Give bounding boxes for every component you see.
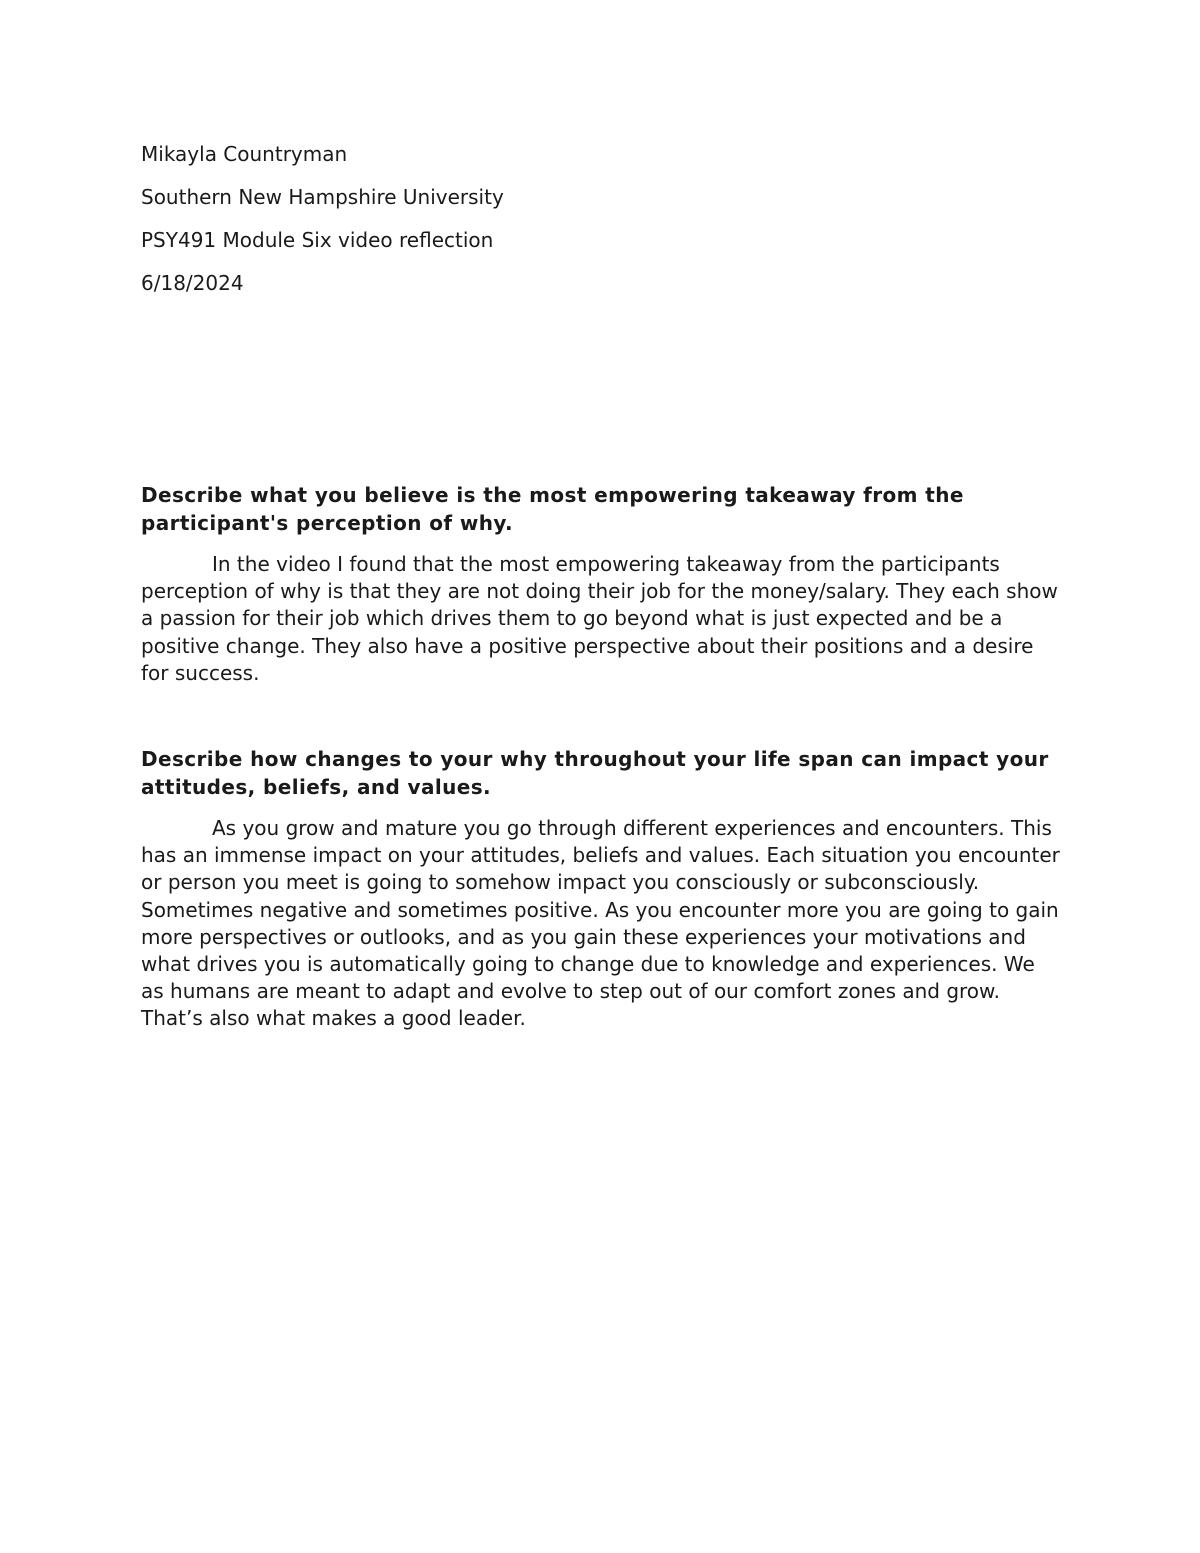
reflection-section-2 [141, 745, 1061, 1033]
question-heading: Describe what you believe is the most empowering takeaway from the participant's perception of why. [141, 483, 964, 535]
question-heading: Describe how changes to your why throughout your life span can impact your attitudes, beliefs, and values. [141, 747, 1049, 799]
institution-name: Southern New Hampshire University [141, 185, 504, 209]
course-title: PSY491 Module Six video reflection [141, 228, 494, 252]
answer-paragraph: As you grow and mature you go through different experiences and encounters. This has an immense impact on your attitudes, beliefs and values. Each situation you encounter or person you meet is going to somehow impact you consciously or subconsciously. Sometimes negative and sometimes positive. As you encounter more you are going to gain more perspectives or outlooks, and as you gain these experiences your motivations and what drives you is automatically going to change due to knowledge and experiences. We as humans are meant to adapt and evolve to step out of our comfort zones and grow. That’s also what makes a good leader. [141, 816, 1060, 1031]
reflection-section-1 [141, 481, 1061, 687]
document-header [141, 140, 1061, 312]
document-date: 6/18/2024 [141, 271, 244, 295]
answer-paragraph: In the video I found that the most empowering takeaway from the participants perception of why is that they are not doing their job for the money/salary. They each show a passion for their job which drives them to go beyond what is just expected and be a positive change. They also have a positive perspective about their positions and a desire for success. [141, 552, 1058, 685]
author-name: Mikayla Countryman [141, 142, 348, 166]
